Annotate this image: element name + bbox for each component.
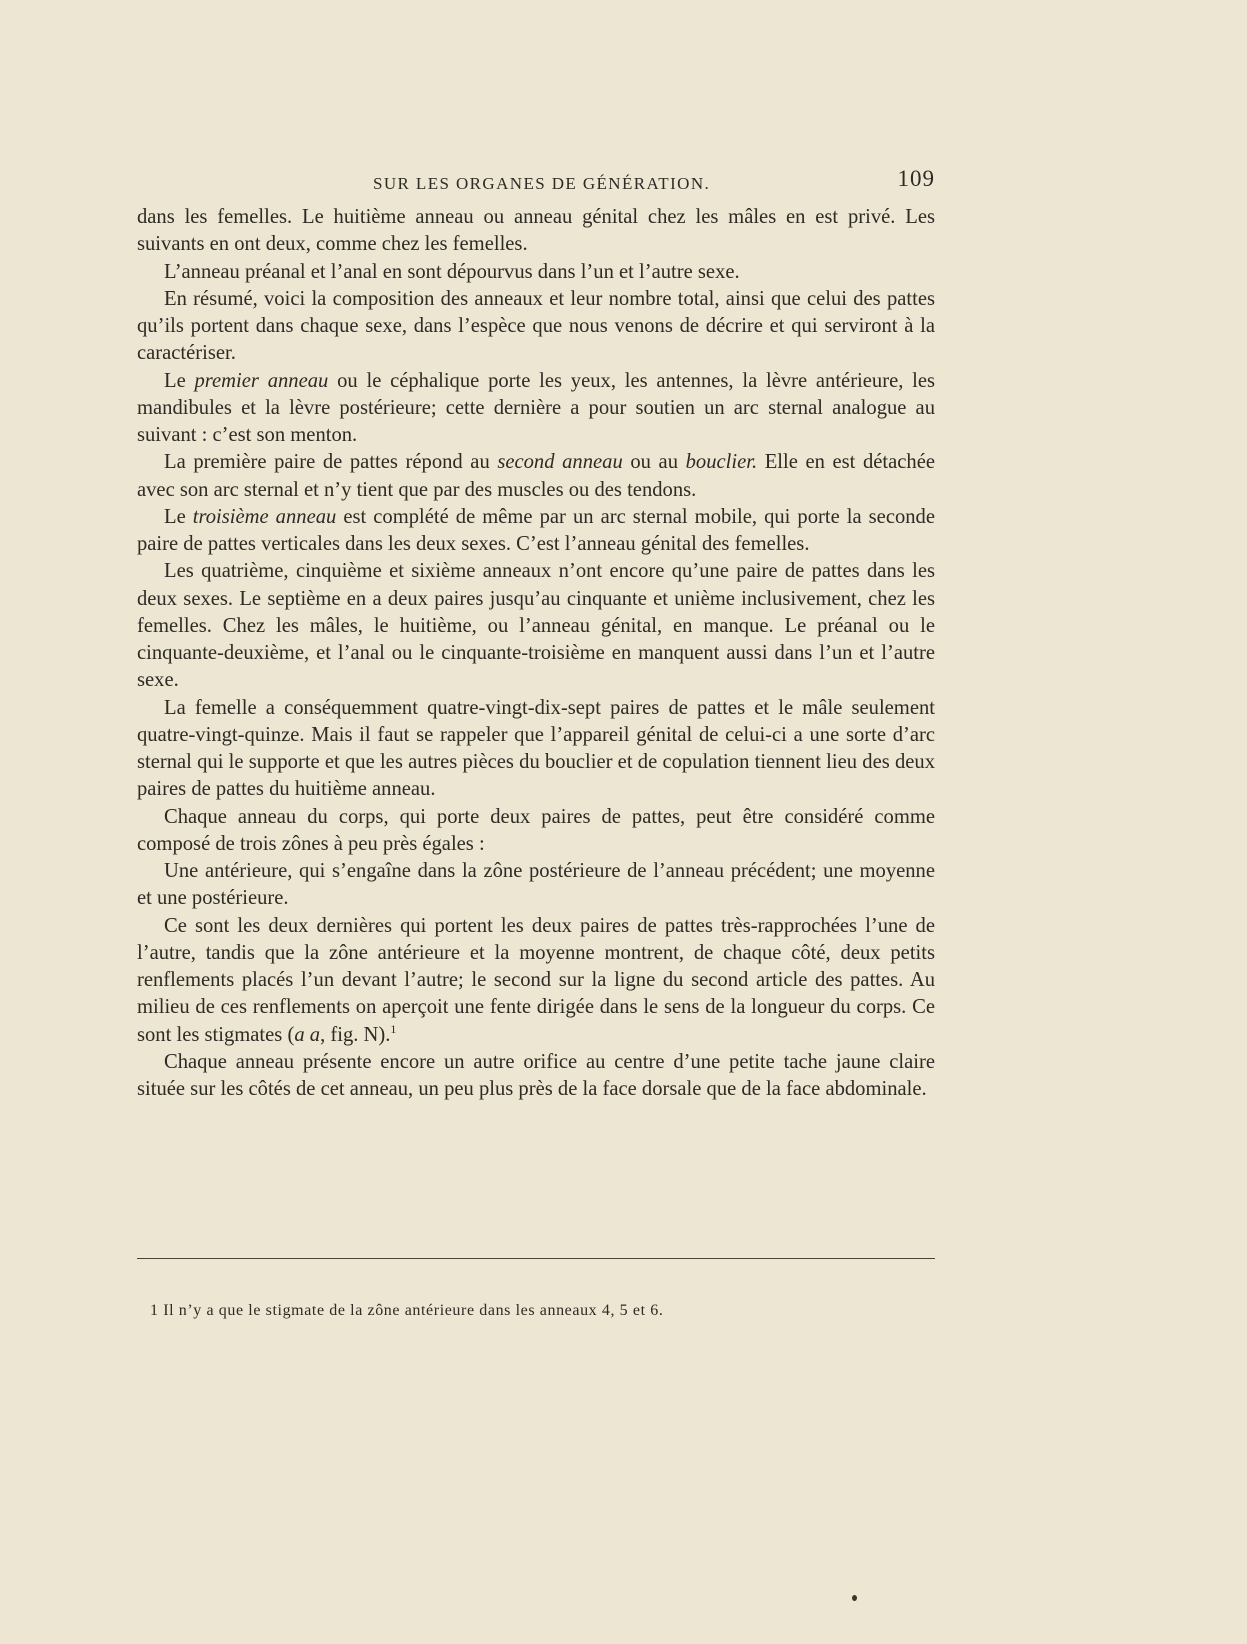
running-head	[137, 168, 939, 202]
footnote-marker[interactable]: 1	[390, 1021, 397, 1036]
paragraph-text: ou le céphalique porte les yeux, les antennes, la lèvre antérieure, les mandibules et la lèvre postérieure; cette dernière a pour soutien un arc sternal analogue au suivant : c’est son menton.	[137, 369, 936, 446]
italic-term: troisième anneau	[192, 505, 337, 528]
paragraph: Une antérieure, qui s’engaîne dans la zône postérieure de l’anneau précédent; une moyenne et une postérieure.	[137, 860, 935, 910]
paragraph: Chaque anneau présente encore un autre orifice au centre d’une petite tache jaune claire située sur les côtés de cet anneau, un peu plus près de la face dorsale que de la face abdominale.	[137, 1050, 935, 1100]
footnote-divider	[137, 1258, 935, 1259]
paragraph-text: , fig. N).	[320, 1023, 391, 1046]
ink-speck	[852, 1595, 857, 1601]
paragraph-text: Le	[164, 369, 195, 392]
paragraph: En résumé, voici la composition des anneaux et leur nombre total, ainsi que celui des pattes qu’ils portent dans chaque sexe, dans l’espèce que nous venons de décrire et qui serviront à la caractériser.	[137, 287, 935, 365]
paragraph: Chaque anneau du corps, qui porte deux paires de pattes, peut être considéré comme composé de trois zônes à peu près égales :	[137, 805, 935, 855]
paragraph: dans les femelles. Le huitième anneau ou anneau génital chez les mâles en est privé. Les suivants en ont deux, comme chez les femelles.	[137, 206, 935, 256]
paragraph	[137, 449, 935, 504]
page-number: 109	[897, 166, 935, 191]
paragraph: La femelle a conséquemment quatre-vingt-dix-sept paires de pattes et le mâle seulement quatre-vingt-quinze. Mais il faut se rappeler que l’appareil génital de celui-ci a une sorte d’arc sternal qui le supporte et que les autres pièces du bouclier et de copulation tiennent lieu des deux paires de pattes du huitième anneau.	[137, 696, 935, 801]
paragraph: L’anneau préanal et l’anal en sont dépourvus dans l’un et l’autre sexe.	[164, 260, 740, 283]
italic-term: bouclier.	[685, 451, 758, 474]
paragraph	[137, 504, 935, 559]
paragraph: Les quatrième, cinquième et sixième anneaux n’ont encore qu’une paire de pattes dans les deux sexes. Le septième en a deux paires jusqu’au cinquante et unième inclusivement, chez les femelles. Chez les mâles, le huitième, ou l’anneau génital, en manque. Le préanal ou le cinquante-deuxième, et l’anal ou le cinquante-troisième en manquent aussi dans l’un et l’autre sexe.	[137, 560, 935, 692]
running-head-title: SUR LES ORGANES DE GÉNÉRATION.	[373, 174, 711, 193]
paragraph-text: Ce sont les deux dernières qui portent les deux paires de pattes très-rapprochées l’une de l’autre, tandis que la zône antérieure et la moyenne montrent, de chaque côté, deux petits renflements placés l’un devant l’autre; le second sur la ligne du second article des pattes. Au milieu de ces renflements on aperçoit une fente dirigée dans le sens de la longueur du corps. Ce sont les stigmates (	[137, 914, 935, 1046]
italic-term: a a	[294, 1023, 321, 1046]
footnote: 1 Il n’y a que le stigmate de la zône antérieure dans les anneaux 4, 5 et 6.	[150, 1302, 664, 1319]
paragraph-text: La première paire de pattes répond au	[164, 451, 498, 474]
paragraph-text: Elle en est détachée avec son arc sternal et n’y tient que par des muscles ou des tendons.	[137, 451, 936, 501]
italic-term: premier anneau	[194, 369, 329, 392]
paragraph-text: Le	[164, 505, 193, 528]
paragraph	[137, 368, 935, 450]
italic-term: second anneau	[497, 451, 623, 474]
paragraph-text: ou au	[622, 451, 686, 474]
paragraph-text: est complété de même par un arc sternal mobile, qui porte la seconde paire de pattes verticales dans les deux sexes. C’est l’anneau génital des femelles.	[137, 505, 935, 555]
paragraph	[137, 913, 935, 1049]
body-text	[137, 204, 935, 1103]
